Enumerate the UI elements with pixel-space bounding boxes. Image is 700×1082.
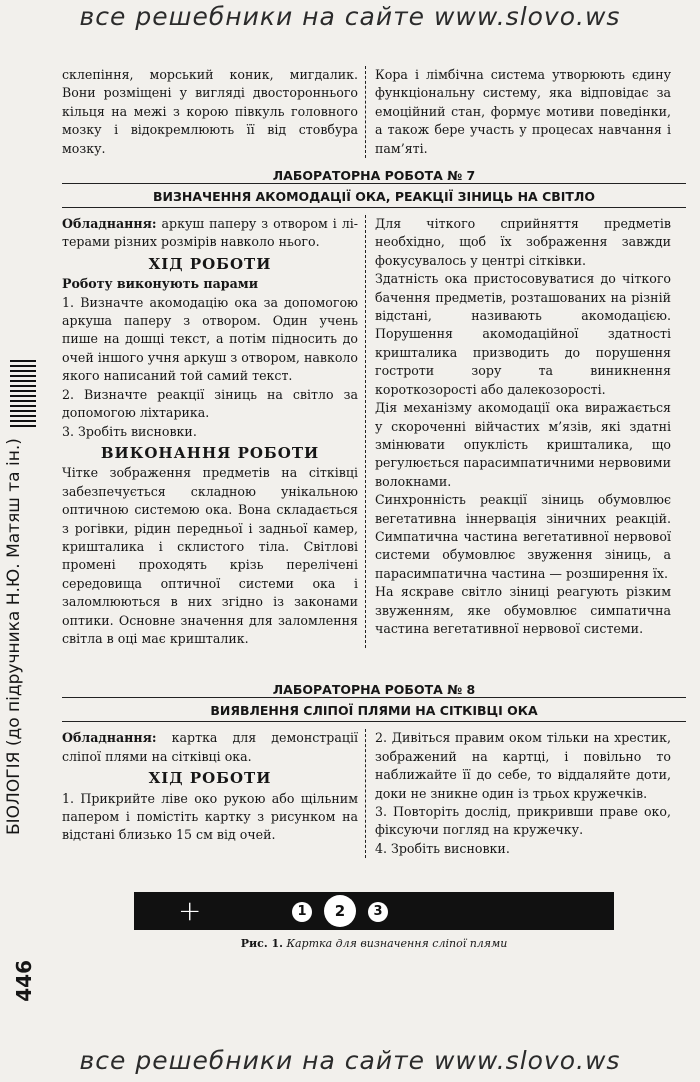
lab7-step-3: 3. Зробіть висновки. <box>62 423 197 439</box>
lab8-right-column <box>365 729 671 858</box>
lab8-step-3: 3. Повторіть дослід, прикривши праве око, фіксуючи погляд на кружечку. <box>375 804 671 838</box>
lab8-step-2: 2. Дивіться правим оком тільки на хрестик, зображений на картці, і повільно то наближайте її до себе, то віддаляйте доти, доки не зникне один із трьох кружечків. <box>375 730 671 801</box>
lab7-step-2: 2. Визначте реакції зіниць на світло за допомогою ліхтарика. <box>62 386 358 421</box>
intro-left-text: склепіння, морський коник, мигдалик. Вони розміщені у вигляді двостороннього кільця на межі з корою півкуль головного мозку і відокремлюють її від стовбура мозку. <box>62 67 358 156</box>
circle-1: 1 <box>292 902 312 922</box>
lab8-procedure-heading: ХІД РОБОТИ <box>148 769 272 788</box>
circle-3: 3 <box>368 902 388 922</box>
cross-mark: + <box>178 894 202 928</box>
lab7-left-column <box>62 215 365 648</box>
side-title <box>4 360 44 835</box>
lab8-columns <box>62 729 686 858</box>
lab7-label: ЛАБОРАТОРНА РОБОТА № 7 <box>272 168 476 184</box>
lab7-execution-heading: ВИКОНАННЯ РОБОТИ <box>100 443 320 462</box>
lab7-execution-text: Чітке зображення предметів на сітківці забезпечується складною унікальною оптичною системою ока. Вона складається з рогівки, рідин передньої і задньої камер, кришталика і склистого тіла. Світлові промені проходять крізь перелічені середовища оптичної системи ока і заломлюються в них згідно із законами оптики. Основне значення для заломлення світла в оці має кришталик. <box>62 465 358 646</box>
lab7-right-paragraph: Для чіткого сприйняття предметів необхідно, щоб їх зображення завжди фокусувалось у центрі сітківки. <box>375 216 671 268</box>
barcode-decoration <box>10 360 36 430</box>
caption-label: Рис. 1. <box>240 937 283 951</box>
lab7-pairs-note: Роботу виконують парами <box>62 276 259 292</box>
lab7-equipment <box>62 215 358 252</box>
equipment-text: аркуш паперу з отвором і літерами різних розмірів навколо нього. <box>62 216 358 250</box>
lab7-columns <box>62 215 686 648</box>
blind-spot-card <box>134 892 614 930</box>
book-title-vertical: БІОЛОГІЯ (до підручника Н.Ю. Матяш та ін.) <box>4 438 24 835</box>
lab7-title: ВИЗНАЧЕННЯ АКОМОДАЦІЇ ОКА, РЕАКЦІЇ ЗІНИЦЬ НА СВІТЛО <box>62 183 686 208</box>
lab8-title: ВИЯВЛЕННЯ СЛІПОЇ ПЛЯМИ НА СІТКІВЦІ ОКА <box>62 697 686 722</box>
intro-right-column <box>365 66 671 158</box>
page-number: 446 <box>12 960 36 1002</box>
lab7-right-paragraph: Синхронність реакції зіниць обумовлює вегетативна іннервація зіничних реакцій. Симпатична частина вегетативної нервової системи обумовлює звуження зіниць, а парасимпатична частина — розширення їх. <box>375 492 671 581</box>
lab7-step-1: 1. Визначте акомодацію ока за допомогою аркуша паперу з отвором. Один учень пише на дошці текст, а потім підносить до очей іншого учня аркуш з отвором, навколо якого написаний той самий текст. <box>62 294 358 384</box>
equipment-label: Обладнання: <box>62 730 157 746</box>
lab8-equipment <box>62 729 358 766</box>
lab7-right-paragraph: Дія механізму акомодації ока виражається у скороченні війчастих м’язів, які здатні змінювати опуклість кришталика, що регулюється парасимпатичними нервовими волокнами. <box>375 400 671 489</box>
equipment-text: картка для демонстрації сліпої плями на сітківці ока. <box>62 730 358 764</box>
lab7-procedure-heading: ХІД РОБОТИ <box>148 254 272 273</box>
lab8-label: ЛАБОРАТОРНА РОБОТА № 8 <box>272 682 476 698</box>
lab7-right-column <box>365 215 671 648</box>
caption-text: Картка для визначення сліпої плями <box>286 937 508 951</box>
lab7-right-paragraph: На яскраве світло зіниці реагують різким звуженням, яке обумовлює симпатична частина вегетативної нервової системи. <box>375 584 671 636</box>
lab8-step-4: 4. Зробіть висновки. <box>375 840 510 856</box>
intro-left-column <box>62 66 365 158</box>
lab7-right-paragraph: Здатність ока пристосовуватися до чіткого бачення предметів, розташованих на різній відстані, називають акомодацією. Порушення акомодаційної здатності кришталика призводить до порушення гостроти зору та виникнення короткозорості або далекозорості. <box>375 271 671 397</box>
site-banner-bottom: все решебники на сайте www.slovo.ws <box>79 1046 621 1075</box>
figure-caption <box>62 937 686 950</box>
lab8-step-1: 1. Прикрийте ліве око рукою або щільним папером і помістіть картку з рисунком на відстані близько 15 см від очей. <box>62 790 358 843</box>
equipment-label: Обладнання: <box>62 216 157 232</box>
intro-right-text: Кора і лімбічна система утворюють єдину функціональну систему, яка відповідає за емоційний стан, формує мотиви поведінки, а також бере участь у процесах навчання і пам’яті. <box>375 67 671 156</box>
circle-2: 2 <box>324 895 356 927</box>
intro-columns <box>62 66 686 158</box>
lab8-left-column <box>62 729 365 858</box>
page-content <box>62 66 686 961</box>
site-banner-top: все решебники на сайте www.slovo.ws <box>79 2 621 31</box>
